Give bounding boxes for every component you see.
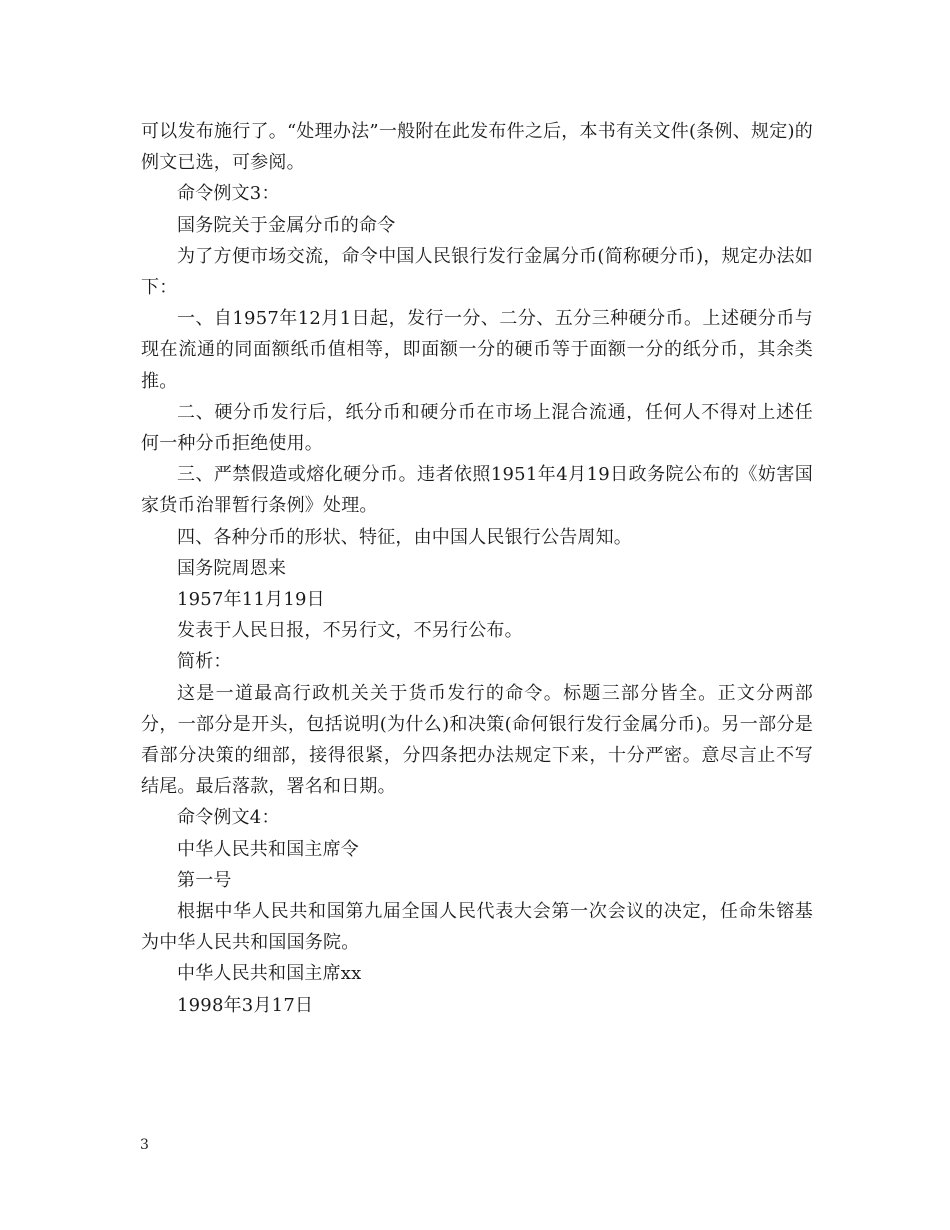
order-date-4: 1998年3月17日 [177, 994, 314, 1016]
analysis-heading: 简析： [177, 651, 232, 673]
order-clause-1: 一、自1957年12月1日起，发行一分、二分、五分三种硬分币。上述硬分币与现在流通的同面额纸币值相等，即面额一分的硬币等于面额一分的纸分币，其余类推。 [141, 308, 813, 392]
publication-note: 发表于人民日报，不另行文，不另行公布。 [177, 620, 523, 642]
order-body-4: 根据中华人民共和国第九届全国人民代表大会第一次会议的决定，任命朱镕基为中华人民共和国国务院。 [141, 901, 813, 954]
order-signature-4: 中华人民共和国主席xx [177, 963, 362, 985]
order-signature: 国务院周恩来 [177, 557, 287, 579]
analysis-text: 这是一道最高行政机关关于货币发行的命令。标题三部分皆全。正文分两部分，一部分是开头，包括说明(为什么)和决策(命何银行发行金属分币)。另一部分是看部分决策的细部，接得很紧，分四条把办法规定下来，十分严密。意尽言止不写结尾。最后落款，署名和日期。 [141, 682, 813, 798]
order-clause-4: 四、各种分币的形状、特征，由中国人民银行公告周知。 [177, 526, 632, 548]
order-date: 1957年11月19日 [177, 589, 325, 611]
paragraph-continuation: 可以发布施行了。“处理办法”一般附在此发布件之后，本书有关文件(条例、规定)的例文已选，可参阅。 [141, 121, 813, 174]
order-title-4: 中华人民共和国主席令 [177, 838, 359, 860]
order-clause-2: 二、硬分币发行后，纸分币和硬分币在市场上混合流通，任何人不得对上述任何一种分币拒绝使用。 [141, 401, 813, 455]
order-clause-3: 三、严禁假造或熔化硬分币。违者依照1951年4月19日政务院公布的《妨害国家货币治罪暂行条例》处理。 [141, 464, 813, 517]
example-heading-4: 命令例文4： [177, 807, 280, 829]
order-title-3: 国务院关于金属分币的命令 [177, 214, 396, 236]
order-preamble: 为了方便市场交流，命令中国人民银行发行金属分币(简称硬分币)，规定办法如下： [141, 245, 813, 299]
page-number: 3 [140, 1137, 149, 1153]
order-number: 第一号 [177, 869, 232, 891]
document-body [141, 116, 813, 1021]
example-heading-3: 命令例文3： [177, 183, 280, 205]
